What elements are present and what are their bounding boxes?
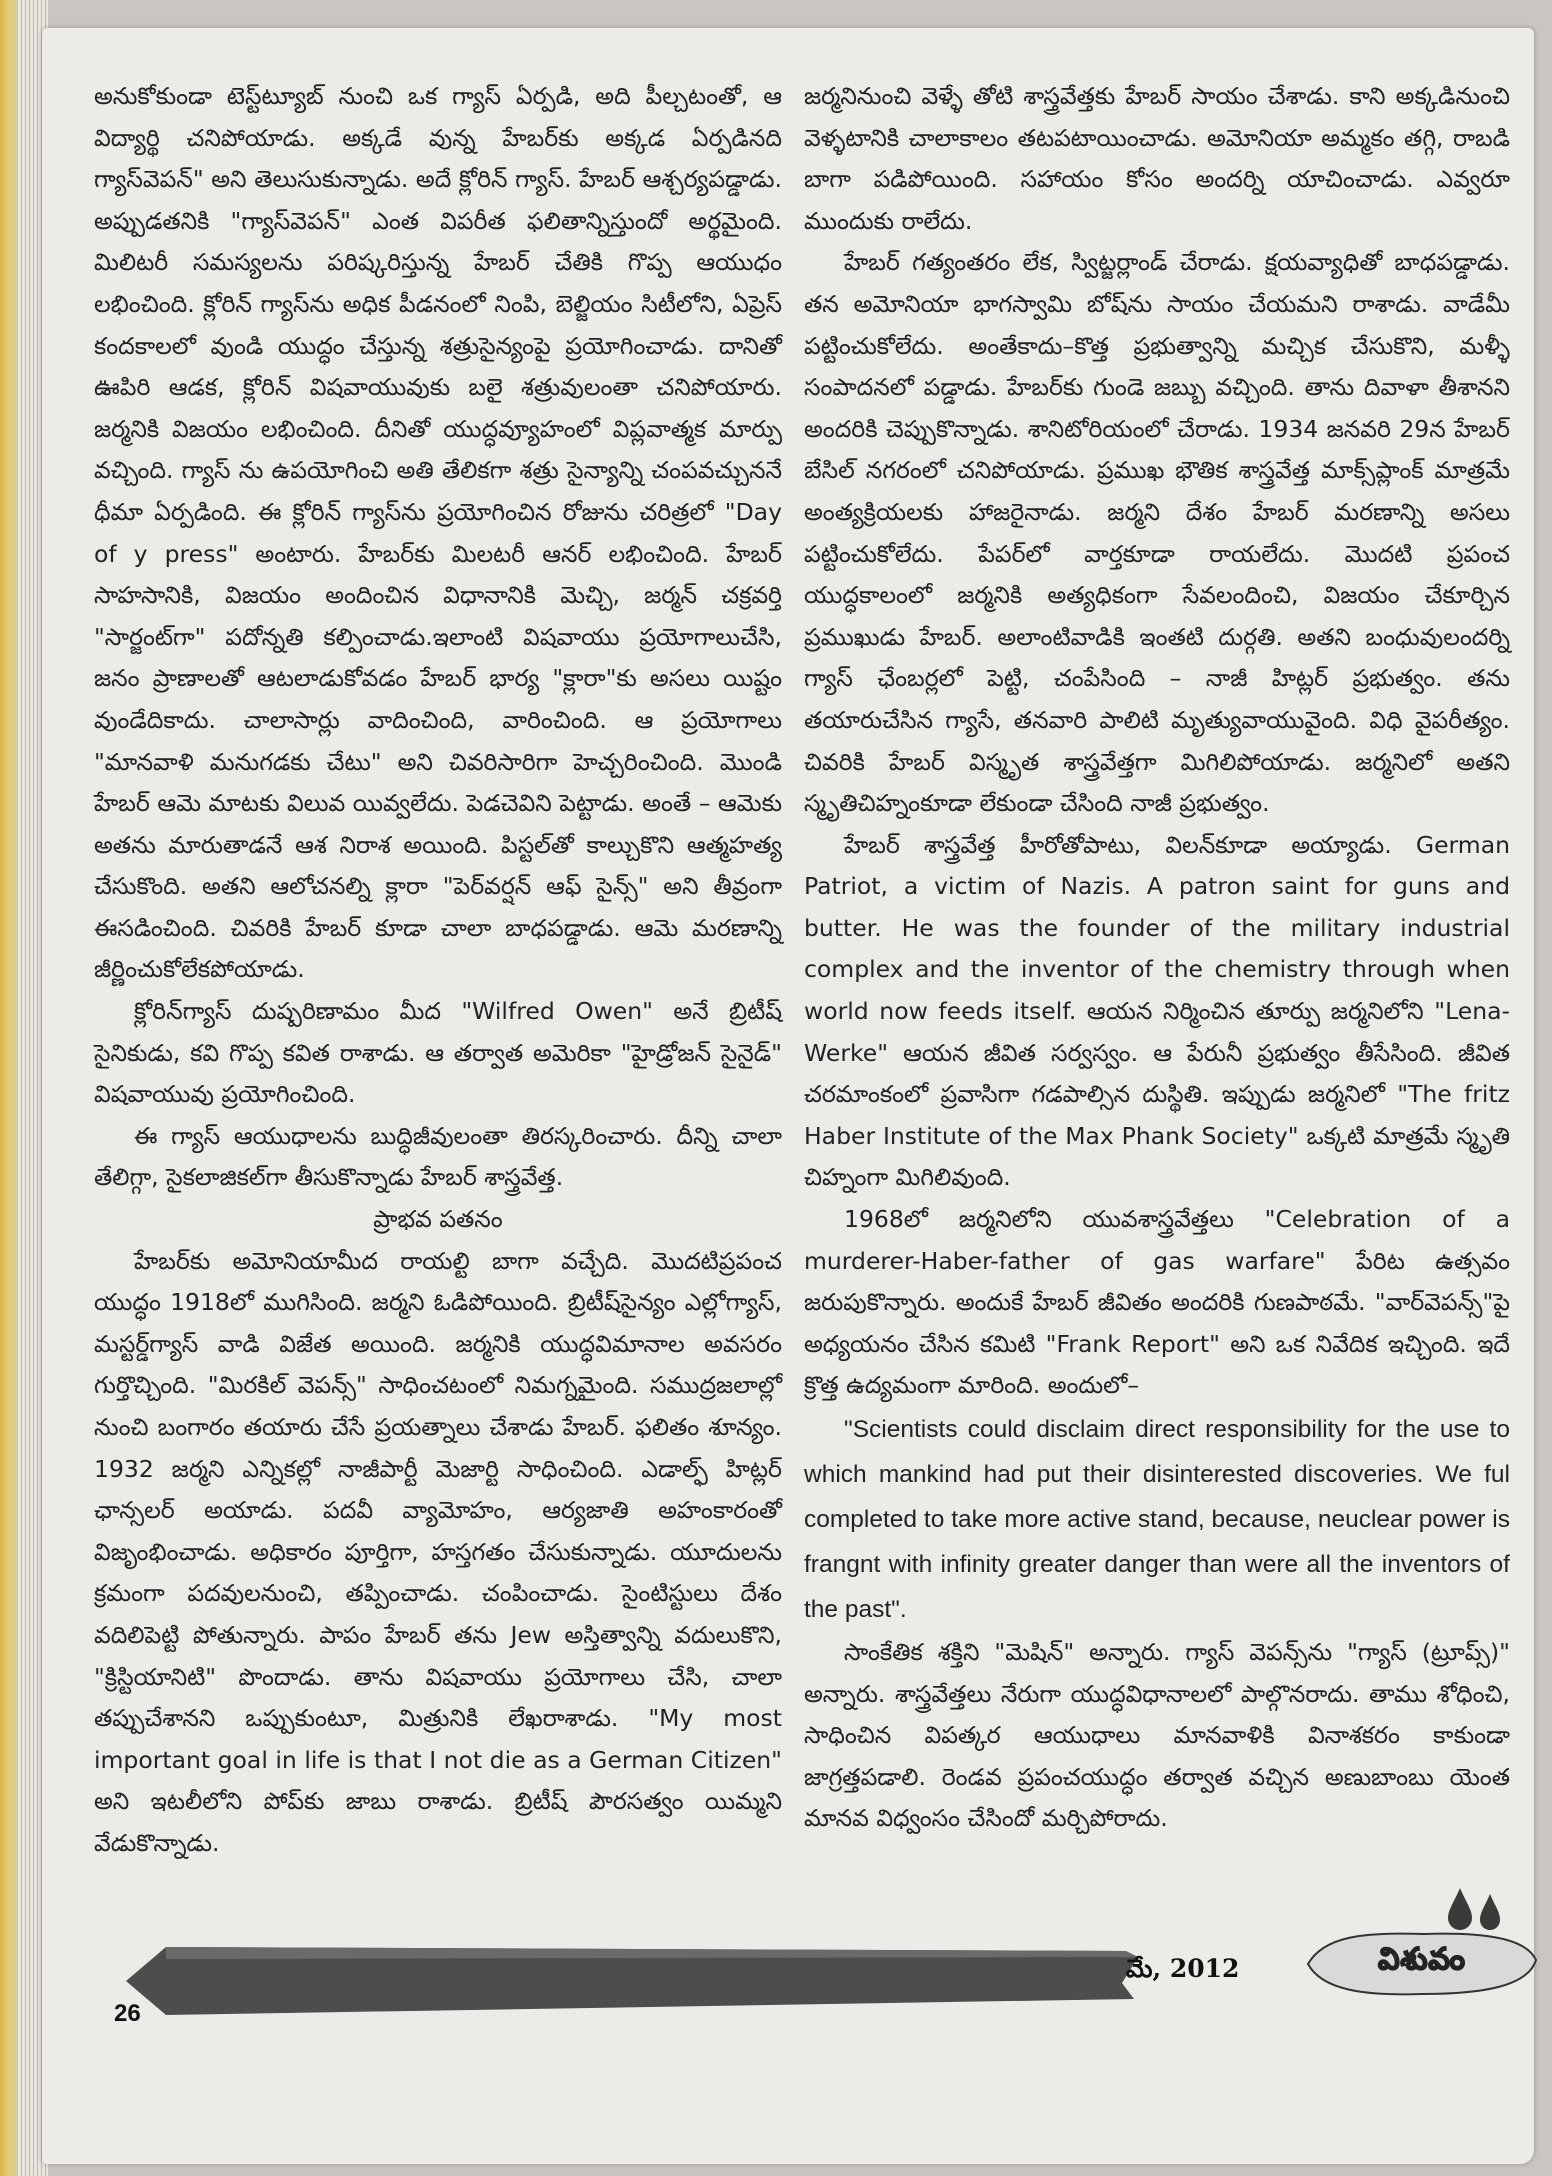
paragraph: క్లోరిన్‌గ్యాస్ దుష్పరిణామం మీద "Wilfred Owen" అనే బ్రిటీష్ సైనికుడు, కవి గొప్ప కవిత రాశాడు. ఆ తర్వాత అమెరికా "హైడ్రోజన్ సైనైడ్" విషవాయువు ప్రయోగించింది. [94, 997, 782, 1109]
paragraph: జర్మనినుంచి వెళ్ళే తోటి శాస్త్రవేత్తకు హేబర్ సాయం చేశాడు. కాని అక్కడినుంచి వెళ్ళటానికి చాలాకాలం తటపటాయించాడు. అమోనియా అమ్మకం తగ్గి, రాబడి బాగా పడిపోయింది. సహాయం కోసం అందర్ని యాచించాడు. ఎవ్వరూ ముందుకు రాలేదు. [804, 82, 1510, 235]
paragraph: హేబర్ గత్యంతరం లేక, స్విట్జర్లాండ్ చేరాడు. క్షయవ్యాధితో బాధపడ్డాడు. తన అమోనియా భాగస్వామి బోష్‌ను సాయం చేయమని రాశాడు. వాడేమీ పట్టించుకోలేదు. అంతేకాదు–కొత్త ప్రభుత్వాన్ని మచ్చిక చేసుకొని, మళ్ళీ సంపాదనలో పడ్డాడు. హేబర్‌కు గుండె జబ్బు వచ్చింది. తాను దివాళా తీశానని అందరికి చెప్పుకొన్నాడు. శానిటోరియంలో చేరాడు. 1934 జనవరి 29న హేబర్ బేసిల్ నగరంలో చనిపోయాడు. ప్రముఖ భౌతిక శాస్త్రవేత్త మాక్స్‌ప్లాంక్ మాత్రమే అంత్యక్రియలకు హాజరైనాడు. జర్మని దేశం హేబర్ మరణాన్ని అసలు పట్టించుకోలేదు. పేపర్‌లో వార్తకూడా రాయలేదు. మొదటి ప్రపంచ యుద్ధకాలంలో జర్మనికి అత్యధికంగా సేవలందించి, విజయం చేకూర్చిన ప్రముఖుడు హేబర్. అలాంటివాడికి ఇంతటి దుర్గతి. అతని బంధువులందర్ని గ్యాస్ ఛేంబర్లలో పెట్టి, చంపేసింది – నాజీ హిట్లర్ ప్రభుత్వం. తను తయారుచేసిన గ్యాసే, తనవారి పాలిటి మృత్యువాయువైంది. విధి వైపరీత్యం. చివరికి హేబర్ విస్మృత శాస్త్రవేత్తగా మిగిలిపోయాడు. జర్మనిలో అతని స్మృతిచిహ్నంకూడా లేకుండా చేసింది నాజీ ప్రభుత్వం. [804, 248, 1510, 818]
left-column [94, 76, 782, 1865]
magazine-page [42, 28, 1534, 2164]
footer-banner [126, 1943, 1138, 2019]
paragraph: అనుకోకుండా టెస్ట్‌ట్యూబ్ నుంచి ఒక గ్యాస్ ఏర్పడి, అది పీల్చటంతో, ఆ విద్యార్థి చనిపోయాడు. అక్కడే వున్న హేబర్‌కు అక్కడ ఏర్పడినది గ్యాస్‌వెపన్" అని తెలుసుకున్నాడు. అదే క్లోరిన్ గ్యాస్. హేబర్ ఆశ్చర్యపడ్డాడు. అప్పుడతనికి "గ్యాస్‌వెపన్" ఎంత విపరీత ఫలితాన్నిస్తుందో అర్థమైంది. మిలిటరీ సమస్యలను పరిష్కరిస్తున్న హేబర్ చేతికి గొప్ప ఆయుధం లభించింది. క్లోరిన్ గ్యాస్‌ను అధిక పీడనంలో నింపి, బెల్జియం సిటీలోని, ఏప్రెస్ కందకాలలో వుండి యుద్ధం చేస్తున్న శత్రుసైన్యంపై ప్రయోగించాడు. దానితో ఊపిరి ఆడక, క్లోరిన్ విషవాయువుకు బలై శత్రువులంతా చనిపోయారు. జర్మనికి విజయం లభించింది. దీనితో యుద్ధవ్యూహంలో విప్లవాత్మక మార్పు వచ్చింది. గ్యాస్ ను ఉపయోగించి అతి తేలికగా శత్రు సైన్యాన్ని చంపవచ్చుననే ధీమా ఏర్పడింది. ఈ క్లోరిన్ గ్యాస్‌ను ప్రయోగించిన రోజును చరిత్రలో "Day of y press" అంటారు. హేబర్‌కు మిలటరీ ఆనర్ లభించింది. హేబర్ సాహసానికి, విజయం అందించిన విధానానికి మెచ్చి, జర్మన్ చక్రవర్తి "సార్జంట్‌గా" పదోన్నతి కల్పించాడు.ఇలాంటి విషవాయు ప్రయోగాలుచేసి, జనం ప్రాణాలతో ఆటలాడుకోవడం హేబర్ భార్య "క్లారా"కు అసలు యిష్టం వుండేదికాదు. చాలాసార్లు వాదించింది, వారించింది. ఆ ప్రయోగాలు "మానవాళి మనుగడకు చేటు" అని చివరిసారిగా హెచ్చరించింది. మొండి హేబర్ ఆమె మాటకు విలువ యివ్వలేదు. పెడచెవిని పెట్టాడు. అంతే – ఆమెకు అతను మారుతాడనే ఆశ నిరాశ అయింది. పిస్టల్‌తో కాల్చుకొని ఆత్మహత్య చేసుకొంది. అతని ఆలోచనల్ని క్లారా "పెర్‌వర్షన్ ఆఫ్ సైన్స్" అని తీవ్రంగా ఈసడించింది. చివరికి హేబర్ కూడా చాలా బాధపడ్డాడు. ఆమె మరణాన్ని జీర్ణించుకోలేకపోయాడు. [94, 82, 782, 984]
paragraph: ఈ గ్యాస్ ఆయుధాలను బుద్ధిజీవులంతా తిరస్కరించారు. దీన్ని చాలా తేలిగ్గా, సైకలాజికల్‌గా తీసుకొన్నాడు హేబర్ శాస్త్రవేత్త. [94, 1121, 782, 1192]
paragraph: 1968లో జర్మనిలోని యువశాస్త్రవేత్తలు "Celebration of a murderer-Haber-father of gas warfare" పేరిట ఉత్సవం జరుపుకొన్నారు. అందుకే హేబర్ జీవితం అందరికి గుణపాఠమే. "వార్‌వెపన్స్"పై అధ్యయనం చేసిన కమిటి "Frank Report" అని ఒక నివేదిక ఇచ్చింది. ఇదే క్రొత్త ఉద్యమంగా మారింది. అందులో– [804, 1205, 1510, 1400]
right-column [804, 76, 1510, 1840]
paragraph: హేబర్ శాస్త్రవేత్త హీరోతోపాటు, విలన్‌కూడా అయ్యాడు. German Patriot, a victim of Nazis. A patron saint for guns and butter. He was the founder of the military industrial complex and the inventor of the chemistry through when world now feeds itself. ఆయన నిర్మించిన తూర్పు జర్మనిలోని "Lena-Werke" ఆయన జీవిత సర్వస్వం. ఆ పేరునీ ప్రభుత్వం తీసేసింది. జీవిత చరమాంకంలో ప్రవాసిగా గడపాల్సిన దుస్థితి. ఇప్పుడు జర్మనిలో "The fritz Haber Institute of the Max Phank Society" ఒక్కటి మాత్రమే స్మృతి చిహ్నంగా మిగిలివుంది. [804, 830, 1510, 1192]
section-subheading: ప్రాభవ పతనం [373, 1205, 503, 1234]
magazine-logo [1304, 1930, 1540, 1998]
paragraph: సాంకేతిక శక్తిని "మెషిన్" అన్నారు. గ్యాస్ వెపన్స్‌ను "గ్యాస్ (ట్రూప్స్)" అన్నారు. శాస్త్రవేత్తలు నేరుగా యుద్ధవిధానాలలో పాల్గొనరాదు. తాము శోధించి, సాధించిన విపత్కర ఆయుధాలు మానవాళికి వినాశకరం కాకుండా జాగ్రత్తపడాలి. రెండవ ప్రపంచయుద్ధం తర్వాత వచ్చిన అణుబాంబు యెంత మానవ విధ్వంసం చేసిందో మర్చిపోరాదు. [804, 1638, 1510, 1833]
issue-date: మే, 2012 [1126, 1954, 1240, 1983]
ink-drops-icon [1442, 1884, 1512, 1936]
logo-text: విశువం [1378, 1942, 1466, 1977]
paragraph: హేబర్‌కు అమోనియామీద రాయల్టి బాగా వచ్చేది. మొదటిప్రపంచ యుద్ధం 1918లో ముగిసింది. జర్మని ఓడిపోయింది. బ్రిటీష్‌సైన్యం ఎల్లోగ్యాస్, మస్టర్డ్‌గ్యాస్ వాడి విజేత అయింది. జర్మనికి యుద్ధవిమానాల అవసరం గుర్తొచ్చింది. "మిరకిల్ వెపన్స్" సాధించటంలో నిమగ్నమైంది. సముద్రజలాల్లో నుంచి బంగారం తయారు చేసే ప్రయత్నాలు చేశాడు హేబర్. ఫలితం శూన్యం. 1932 జర్మని ఎన్నికల్లో నాజీపార్టీ మెజార్టి సాధించింది. ఎడాల్ఫ్ హిట్లర్ ఛాన్సలర్ అయాడు. పదవీ వ్యామోహం, ఆర్యజాతి అహంకారంతో విజృంభించాడు. అధికారం పూర్తిగా, హస్తగతం చేసుకున్నాడు. యూదులను క్రమంగా పదవులనుంచి, తప్పించాడు. చంపించాడు. సైంటిస్టులు దేశం వదిలిపెట్టి పోతున్నారు. పాపం హేబర్ తను Jew అస్తిత్వాన్ని వదులుకొని, "క్రిస్టియానిటి" పొందాడు. తాను విషవాయు ప్రయోగాలు చేసి, చాలా తప్పుచేశానని ఒప్పుకుంటూ, మిత్రునికి లేఖరాశాడు. "My most important goal in life is that I not die as a German Citizen" అని ఇటలీలోని పోప్‌కు జాబు రాశాడు. బ్రిటీష్ పౌరసత్వం యిమ్మని వేడుకొన్నాడు. [94, 1246, 782, 1857]
page-number: 26 [114, 2000, 141, 2027]
paragraph: "Scientists could disclaim direct responsibility for the use to which mankind had put their disinterested discoveries. We ful completed to take more active stand, because, neuclear power is frangnt with infinity greater danger than were all the inventors of the past". [804, 1416, 1510, 1623]
